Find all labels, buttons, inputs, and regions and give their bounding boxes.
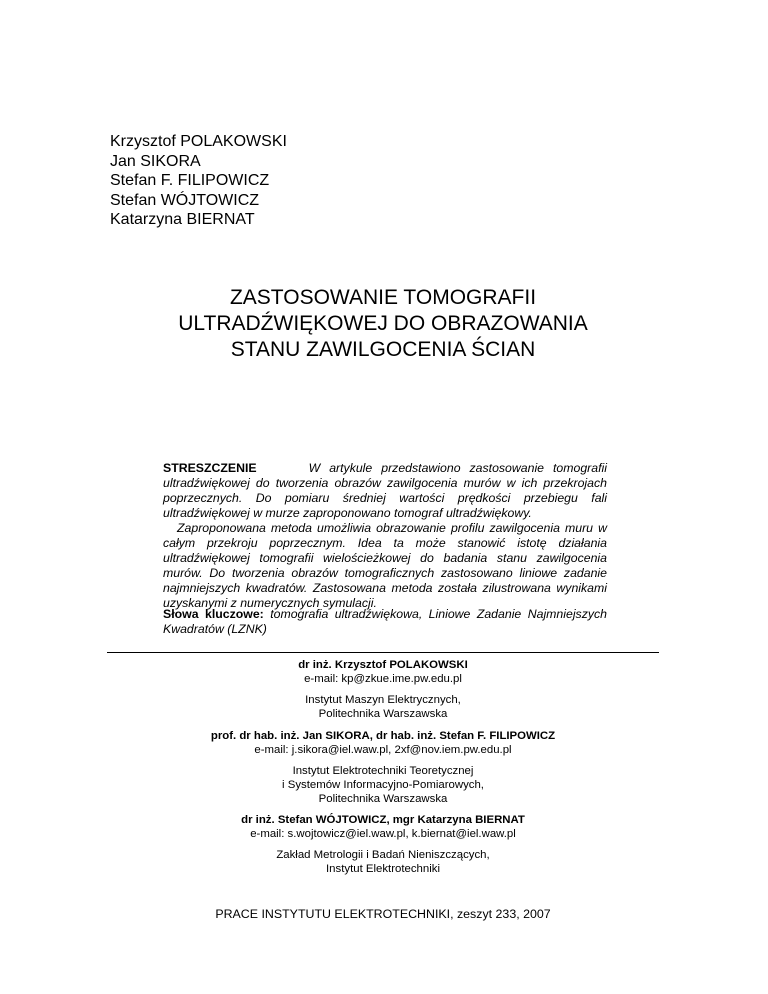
affiliation-institute: i Systemów Informacyjno-Pomiarowych,: [282, 779, 484, 791]
affiliation-institute: Instytut Elektrotechniki: [326, 863, 440, 875]
affiliation-email: e-mail: s.wojtowicz@iel.waw.pl, k.biernat@iel.waw.pl: [250, 828, 516, 840]
separator-rule: [107, 652, 659, 653]
affiliation-block-2: [110, 729, 656, 806]
author-name: Krzysztof POLAKOWSKI: [110, 133, 287, 150]
abstract-paragraph-1: [163, 461, 607, 521]
keywords-text: tomografia ultradźwiękowa, Liniowe Zadanie Najmniejszych Kwadratów (LZNK): [163, 607, 607, 636]
title-line: ZASTOSOWANIE TOMOGRAFII: [229, 286, 537, 309]
paper-title: [110, 285, 656, 363]
affiliation-name: dr inż. Stefan WÓJTOWICZ, mgr Katarzyna BIERNAT: [241, 814, 525, 826]
abstract-label: STRESZCZENIE: [163, 461, 257, 475]
journal-footer: PRACE INSTYTUTU ELEKTROTECHNIKI, zeszyt 233, 2007: [215, 907, 551, 921]
affiliation-name: dr inż. Krzysztof POLAKOWSKI: [298, 659, 468, 671]
abstract: [163, 461, 607, 611]
author-name: Jan SIKORA: [110, 152, 201, 170]
affiliation-institute: Politechnika Warszawska: [318, 793, 448, 805]
abstract-text-1: W artykule przedstawiono zastosowanie tomografii ultradźwiękowej do tworzenia obrazów zawilgocenia murów w ich przekrojach poprzecznych. Do pomiaru średniej wartości prędkości przebiegu fali ultradźwiękowej w murze zaproponowano tomograf ultradźwiękowy.: [163, 461, 607, 520]
affiliation-email: e-mail: kp@zkue.ime.pw.edu.pl: [304, 673, 462, 685]
author-list: [110, 132, 287, 230]
affiliation-name: prof. dr hab. inż. Jan SIKORA, dr hab. inż. Stefan F. FILIPOWICZ: [210, 730, 556, 742]
author-name: Stefan F. FILIPOWICZ: [110, 172, 270, 190]
keywords: [163, 607, 607, 637]
author-name: Katarzyna BIERNAT: [110, 211, 255, 229]
affiliation-institute: Politechnika Warszawska: [318, 708, 448, 720]
affiliation-block-1: [110, 658, 656, 721]
affiliation-institute: Zakład Metrologii i Badań Nieniszczących,: [276, 849, 490, 861]
affiliation-institute: Instytut Maszyn Elektrycznych,: [305, 694, 461, 706]
abstract-paragraph-2: Zaproponowana metoda umożliwia obrazowanie profilu zawilgocenia muru w całym przekroju poprzecznym. Idea ta może stanowić istotę działania ultradźwiękowej tomografii wielościeżkowej do badania stanu zawilgocenia murów. Do tworzenia obrazów tomograficznych zastosowano liniowe zadanie najmniejszych kwadratów. Zastosowana metoda została zilustrowana wynikami uzyskanymi z numerycznych symulacji.: [163, 521, 607, 610]
author-name: Stefan WÓJTOWICZ: [110, 191, 260, 209]
affiliation-block-3: [110, 813, 656, 876]
title-line: STANU ZAWILGOCENIA ŚCIAN: [230, 338, 536, 361]
keywords-label: Słowa kluczowe:: [163, 607, 264, 621]
affiliation-institute: Instytut Elektrotechniki Teoretycznej: [292, 765, 474, 777]
title-line: ULTRADŹWIĘKOWEJ DO OBRAZOWANIA: [178, 312, 588, 335]
affiliation-email: e-mail: j.sikora@iel.waw.pl, 2xf@nov.iem.pw.edu.pl: [254, 744, 512, 756]
